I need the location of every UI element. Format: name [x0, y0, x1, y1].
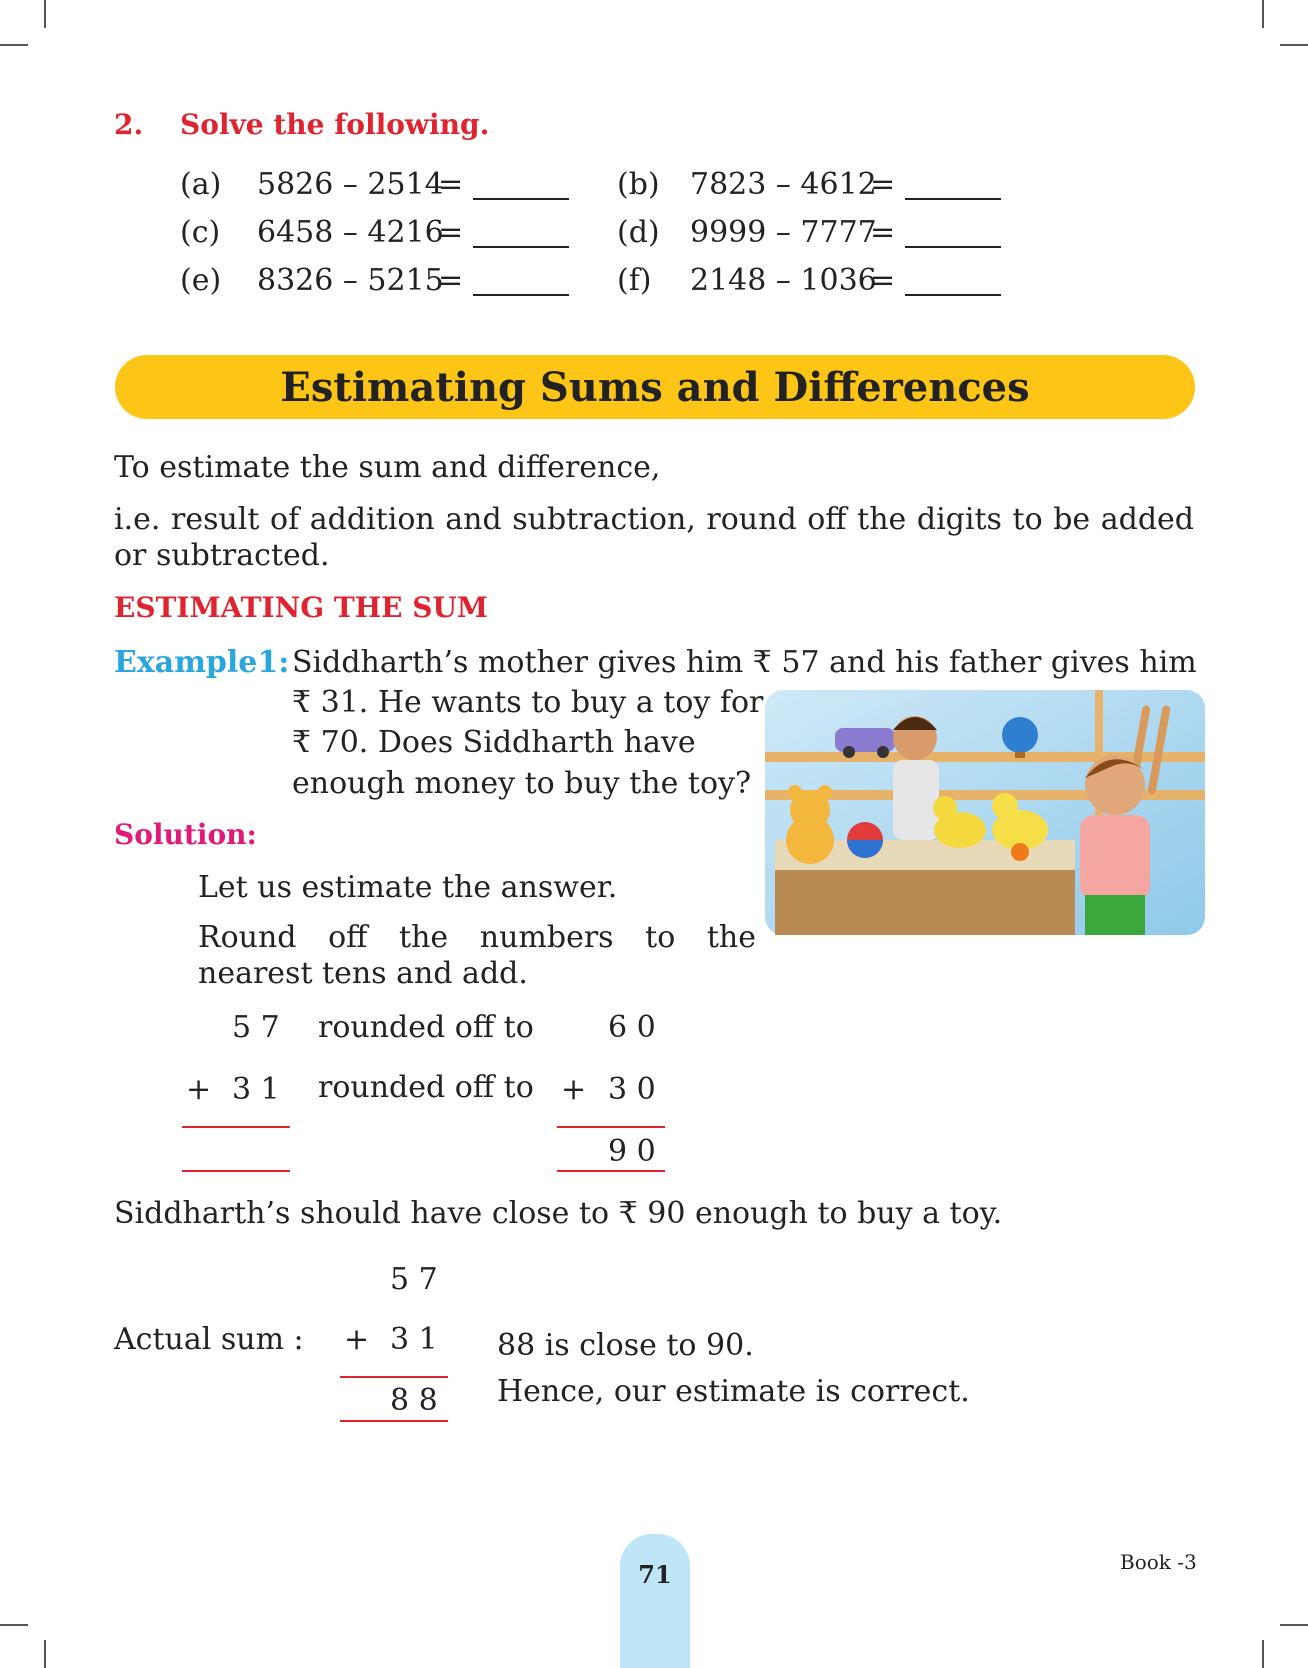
banner-title: Estimating Sums and Differences [280, 363, 1030, 411]
equals-sign: = [438, 167, 464, 202]
intro-line: To estimate the sum and difference, [114, 450, 661, 485]
answer-blank[interactable] [473, 246, 569, 248]
example-label: Example1: [114, 645, 290, 680]
sum-rule [182, 1126, 290, 1128]
sum-rule [557, 1126, 665, 1128]
actual-sum-label: Actual sum : [114, 1322, 304, 1357]
problem-expression: 7823 – 4612 [690, 167, 877, 202]
actual-addend-1: 5 7 [390, 1262, 438, 1297]
rounded-1: 6 0 [608, 1010, 656, 1045]
problem-expression: 8326 – 5215 [257, 263, 444, 298]
answer-blank[interactable] [473, 294, 569, 296]
problem-expression: 9999 – 7777 [690, 215, 877, 250]
equals-sign: = [870, 215, 896, 250]
solution-paragraph: Round off the numbers to the nearest tens and add. [198, 920, 756, 991]
crop-mark [44, 1640, 46, 1668]
problem-label: (c) [180, 215, 221, 250]
crop-mark [44, 0, 46, 28]
rounding-text: rounded off to [318, 1010, 534, 1045]
problem-label: (b) [617, 167, 660, 202]
equals-sign: = [438, 215, 464, 250]
plus-sign: + [561, 1072, 587, 1107]
problem-label: (d) [617, 215, 660, 250]
answer-blank[interactable] [905, 294, 1001, 296]
problem-expression: 2148 – 1036 [690, 263, 877, 298]
crop-mark [1280, 1624, 1308, 1626]
addend-2: 3 1 [232, 1072, 280, 1107]
exercise-heading: Solve the following. [180, 108, 490, 141]
rounding-text: rounded off to [318, 1070, 534, 1105]
section-banner [115, 355, 1195, 419]
sum-rule [557, 1170, 665, 1172]
actual-total: 8 8 [390, 1383, 438, 1418]
solution-label: Solution: [114, 818, 257, 851]
crop-mark [1280, 44, 1308, 46]
estimated-total: 9 0 [608, 1134, 656, 1169]
answer-blank[interactable] [473, 198, 569, 200]
rounded-2: 3 0 [608, 1072, 656, 1107]
problem-label: (a) [180, 167, 222, 202]
equals-sign: = [870, 167, 896, 202]
intro-paragraph: i.e. result of addition and subtraction, round off the digits to be added or subtracted. [114, 502, 1194, 573]
actual-note: Hence, our estimate is correct. [497, 1374, 970, 1409]
equals-sign: = [870, 263, 896, 298]
example-line: ₹ 70. Does Siddharth have [292, 725, 696, 760]
book-label: Book -3 [1120, 1550, 1197, 1574]
answer-blank[interactable] [905, 246, 1001, 248]
actual-addend-2: 3 1 [390, 1322, 438, 1357]
sum-rule [340, 1420, 448, 1422]
crop-mark [0, 1624, 28, 1626]
example-line: ₹ 31. He wants to buy a toy for [292, 685, 764, 720]
plus-sign: + [186, 1072, 212, 1107]
crop-mark [0, 44, 28, 46]
crop-mark [1262, 0, 1264, 28]
problem-label: (e) [180, 263, 222, 298]
problem-label: (f) [617, 263, 652, 298]
page-number-tab [620, 1534, 690, 1668]
exercise-number: 2. [114, 108, 144, 141]
answer-blank[interactable] [905, 198, 1001, 200]
crop-mark [1262, 1640, 1264, 1668]
page-number: 71 [638, 1560, 672, 1589]
example-line: Siddharth’s mother gives him ₹ 57 and his father gives him [292, 645, 1197, 680]
toy-shop-illustration [765, 690, 1205, 935]
actual-note: 88 is close to 90. [497, 1328, 754, 1363]
sum-rule [182, 1170, 290, 1172]
section-heading: ESTIMATING THE SUM [114, 591, 488, 624]
solution-line: Let us estimate the answer. [198, 870, 618, 905]
conclusion-text: Siddharth’s should have close to ₹ 90 enough to buy a toy. [114, 1196, 1003, 1231]
problem-expression: 5826 – 2514 [257, 167, 444, 202]
plus-sign: + [344, 1322, 370, 1357]
example-line: enough money to buy the toy? [292, 766, 752, 801]
problem-expression: 6458 – 4216 [257, 215, 444, 250]
addend-1: 5 7 [232, 1010, 280, 1045]
equals-sign: = [438, 263, 464, 298]
sum-rule [340, 1376, 448, 1378]
